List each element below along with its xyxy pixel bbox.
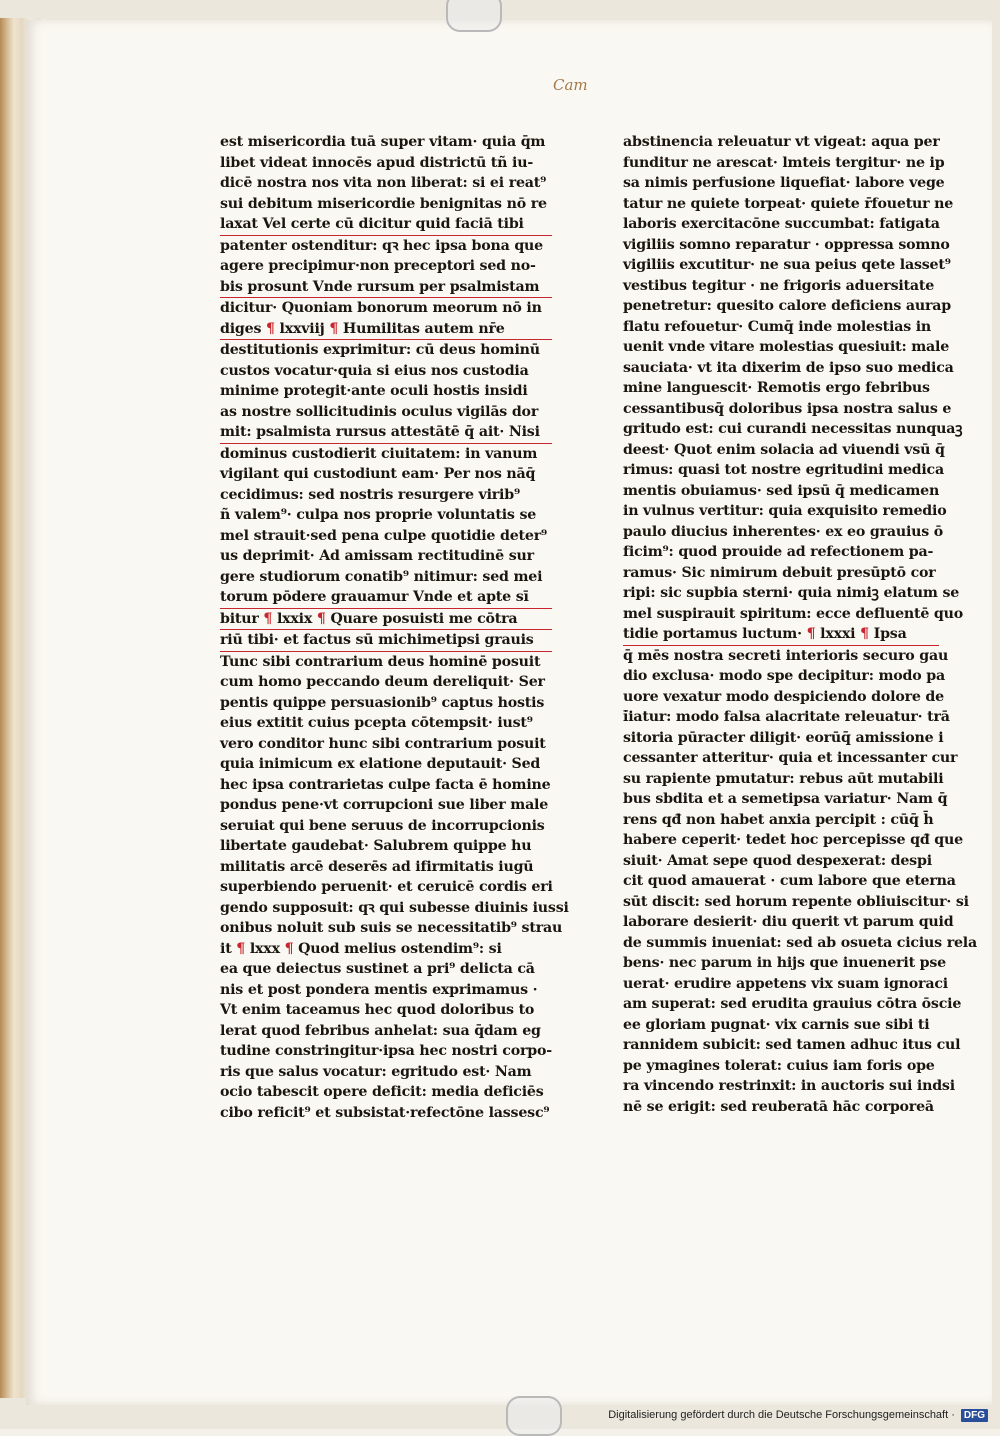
text-line: laxat Vel certe cū dicitur quid faciā tibi	[220, 214, 552, 236]
text-line: ñ valem⁹· culpa nos proprie voluntatis se	[220, 507, 537, 523]
text-line: torum pōdere grauamur Vnde et apte sī	[220, 587, 552, 609]
text-line: dicitur· Quoniam bonorum meorum nō in	[220, 300, 542, 316]
text-line: penetretur: quesito calore deficiens aurap	[623, 298, 952, 314]
text-line: paulo diucius inherentes· ex eo grauius ō	[623, 523, 944, 540]
text-line: deest· Quot enim solacia ad viuendi vsū q̄	[623, 441, 945, 458]
text-line: cecidimus: sed nostris resurgere virib⁹	[220, 486, 520, 503]
text-line: ripi: sic supbia sterni· quia nimiꝫ elatum se	[623, 585, 960, 601]
text-line: cessanter atteritur· quia et incessanter cur	[623, 750, 958, 766]
text-line: gere studiorum conatib⁹ nitimur: sed mei	[220, 568, 543, 585]
text-line: tudine constringitur·ipsa hec nostri corpo-	[220, 1043, 552, 1059]
paragraph-mark: ¶	[263, 610, 273, 627]
text-line: bens· nec parum in hijs que inuenerit pse	[623, 955, 946, 971]
text-line: Vt enim taceamus hec quod doloribus to	[220, 1002, 535, 1018]
text-line: eius extitit cuius pcepta cōtempsit· iust⁹	[220, 715, 533, 731]
text-line: cibo reficit⁹ et subsistat·refectōne lassesc⁹	[220, 1104, 550, 1121]
text-line: patenter ostenditur: qꝛ hec ipsa bona que	[220, 237, 544, 254]
text-line: vestibus tegitur · ne frigoris aduersitate	[623, 277, 935, 294]
paragraph-mark: ¶	[860, 626, 869, 642]
text-line: pe ymagines tolerat: cuius iam foris ope	[623, 1057, 935, 1074]
book-clip-top	[446, 0, 502, 32]
text-line: bis prosunt Vnde rursum per psalmistam	[220, 277, 552, 299]
text-line: ocio tabescit opere deficit: media deficiēs	[220, 1084, 544, 1100]
text-line: vigilant qui custodiunt eam· Per nos nāq̄	[220, 466, 536, 482]
text-line: nē se erigit: sed reuberatā hāc corporeā	[623, 1098, 934, 1115]
paragraph-mark: ¶	[284, 940, 294, 957]
margin-annotation: Cam	[553, 76, 588, 94]
text-line: rannidem subicit: sed tamen adhuc itus cul	[623, 1037, 961, 1053]
text-line: i̇̄iatur: modo falsa alacritate releuatur· trā	[623, 709, 950, 725]
text-line: mel suspirauit spiritum: ecce defluentē quo	[623, 605, 964, 622]
text-line: laborare desierit· diu querit vt parum quid	[623, 914, 954, 930]
text-line: cessantibusq̄ doloribus ipsa nostra salus e	[623, 400, 952, 417]
text-line: quia inimicum ex elatione deputauit· Sed	[220, 756, 541, 772]
text-line: sūt discit: sed horum repente obliuiscitur· si	[623, 893, 969, 910]
text-line: pondus pene·vt corrupcioni sue liber male	[220, 797, 549, 813]
text-line: lerat quod febribus anhelat: sua q̄dam eg	[220, 1022, 541, 1039]
text-line: pentis quippe persuasionib⁹ captus hostis	[220, 694, 545, 711]
text-line: dio exclusa· modo spe decipitur: modo pa	[623, 668, 945, 684]
text-line: sauciata· vt ita dixerim de ipso suo medica	[623, 359, 954, 376]
text-line: est misericordia tuā super vitam· quia q̄m	[220, 134, 546, 150]
text-line: sui debitum misericordie benignitas nō re	[220, 195, 547, 212]
text-line: cit quod amauerat · cum labore que eterna	[623, 873, 956, 889]
text-line: riū tibi· et factus sū michimetipsi grauis	[220, 630, 552, 652]
text-line: onibus noluit sub suis se necessitatib⁹ strau	[220, 920, 563, 936]
text-line: abstinencia releuatur vt vigeat: aqua per	[623, 134, 940, 150]
text-line: ris que salus vocatur: egritudo est· Nam	[220, 1063, 532, 1080]
paragraph-mark: ¶	[236, 940, 246, 957]
text-line: funditur ne arescat· lmteis tergitur· ne ip	[623, 154, 945, 171]
text-line: de summis inueniat: sed ab osueta cicius rela	[623, 934, 977, 951]
text-line: mentis obuiamus· sed ipsū q̄ medicamen	[623, 482, 940, 499]
text-line: custos vocatur·quia si eius nos custodia	[220, 362, 529, 379]
text-line: sa nimis perfusione liquefiat· labore vege	[623, 175, 945, 191]
text-line: destitutionis exprimitur: cū deus hominū	[220, 342, 540, 358]
text-line: militatis arcē deserēs ad ifirmitatis iugū	[220, 858, 534, 875]
text-line: ficim⁹: quod prouide ad refectionem pa-	[623, 544, 934, 560]
footer-text: Digitalisierung gefördert durch die Deutsche Forschungsgemeinschaft ·	[608, 1409, 955, 1421]
text-line: tatur ne quiete torpeat· quiete r̄fouetur ne	[623, 195, 954, 212]
text-line: nis et post pondera mentis exprimamus ·	[220, 981, 538, 998]
text-line: it ¶ lxxx ¶ Quod melius ostendim⁹: si	[220, 940, 502, 957]
text-line: habere ceperit· tedet hoc percepisse qđ que	[623, 832, 963, 848]
text-line: uore vexatur modo despiciendo dolore de	[623, 688, 944, 705]
text-line: bus sbdita et a semetipsa variatur· Nam q̄	[623, 791, 948, 807]
text-line: ra vincendo restrinxit: in auctoris sui indsi	[623, 1078, 955, 1094]
text-line: in vulnus vertitur: quia exquisito remedio	[623, 503, 947, 519]
text-line: gendo supposuit: qꝛ qui subesse diuinis iussi	[220, 899, 569, 916]
text-line: minime protegit·ante oculi hostis insidi	[220, 383, 528, 399]
text-line: laboris exercitacōne succumbat: fatigata	[623, 216, 940, 232]
text-line: hec ipsa contrarietas culpe facta ē homine	[220, 776, 551, 793]
text-line: siuit· Amat sepe quod despexerat: despi	[623, 852, 932, 869]
text-line: rimus: quasi tot nostre egritudini medica	[623, 462, 944, 478]
text-line: as nostre sollicitudinis oculus vigilās dor	[220, 403, 539, 420]
text-line: ee gloriam pugnat· vix carnis sue sibi ti	[623, 1016, 930, 1033]
text-line: superbiendo peruenit· et ceruicē cordis eri	[220, 879, 553, 895]
text-line: diges ¶ lxxviij ¶ Humilitas autem nr̄e	[220, 319, 552, 341]
text-line: mit: psalmista rursus attestātē q̄ ait· Nisi	[220, 422, 552, 444]
text-line: ea que deiectus sustinet a pri⁹ delicta cā	[220, 961, 535, 977]
text-line: ramus· Sic nimirum debuit presūptō cor	[623, 564, 936, 581]
text-line: gritudo est: cui curandi necessitas nunquaꝫ	[623, 421, 963, 437]
text-line: uerat· erudire appetens vix suam ignoraci	[623, 975, 948, 992]
text-line: sitoria pūracter diligit· eorūq̄ amissione i	[623, 729, 944, 746]
text-line: am superat: sed erudita grauius cōtra ōscie	[623, 996, 962, 1012]
text-line: seruiat qui bene seruus de incorrupcionis	[220, 817, 545, 834]
text-line: bitur ¶ lxxix ¶ Quare posuisti me cōtra	[220, 609, 552, 631]
text-line: libet videat innocēs apud districtū tñ iu-	[220, 154, 534, 171]
text-line: su rapiente pmutatur: rebus aūt mutabili	[623, 770, 944, 787]
text-line: dicē nostra nos vita non liberat: si ei reat⁹	[220, 175, 547, 191]
text-line: agere precipimur·non preceptori sed no-	[220, 258, 536, 274]
text-column-right	[623, 132, 977, 1117]
book-clip-bottom	[506, 1396, 562, 1436]
text-line: mine languescit· Remotis ergo febribus	[623, 380, 930, 396]
text-line: us deprimit· Ad amissam rectitudinē sur	[220, 548, 534, 564]
text-line: rens qđ non habet anxia percipit : cūq̄ h̄	[623, 811, 934, 828]
text-column-left	[220, 132, 569, 1123]
text-line: vigiliis somno reparatur · oppressa somno	[623, 236, 950, 253]
text-line: uenit vnde vitare molestias quesiuit: male	[623, 339, 950, 355]
text-line: dominus custodierit ciuitatem: in vanum	[220, 445, 538, 462]
paragraph-mark: ¶	[806, 626, 816, 642]
text-line: vigiliis excutitur· ne sua peius qete lasset⁹	[623, 257, 951, 273]
text-line: q̄ mēs nostra secreti interioris securo gau	[623, 647, 949, 664]
paragraph-mark: ¶	[329, 320, 339, 337]
text-line: libertate gaudebat· Salubrem quippe hu	[220, 838, 532, 854]
footer-credit	[608, 1405, 988, 1425]
text-line: Tunc sibi contrarium deus hominē posuit	[220, 653, 541, 670]
text-line: vero conditor hunc sibi contrarium posuit	[220, 735, 546, 752]
paragraph-mark: ¶	[316, 610, 326, 627]
paragraph-mark: ¶	[265, 320, 275, 337]
text-line: tidie portamus luctum· ¶ lxxxi ¶ Ipsa	[623, 624, 939, 646]
dfg-logo: DFG	[961, 1409, 988, 1422]
text-line: cum homo peccando deum dereliquit· Ser	[220, 674, 545, 690]
text-line: flatu refouetur· Cumq̄ inde molestias in	[623, 318, 932, 335]
text-line: mel strauit·sed pena culpe quotidie deter⁹	[220, 527, 548, 544]
